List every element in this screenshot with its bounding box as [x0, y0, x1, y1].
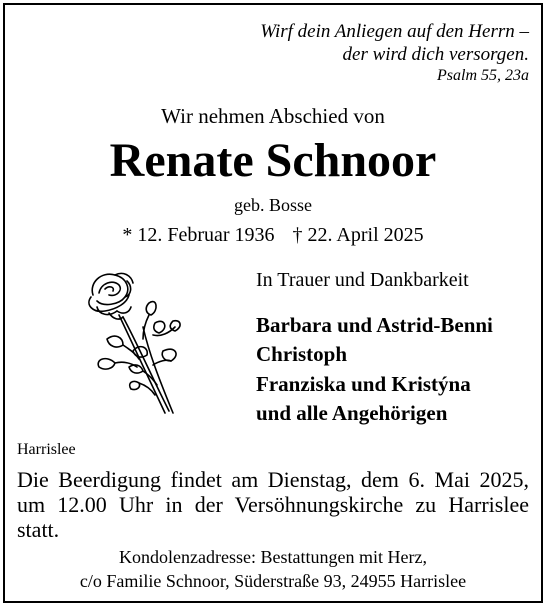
verse-line-2: der wird dich versorgen. [342, 44, 529, 65]
family-line-1: Barbara und Astrid-Benni [256, 313, 493, 337]
rose-icon [79, 267, 207, 419]
place-label: Harrislee [17, 441, 76, 458]
verse-reference: Psalm 55, 23a [437, 67, 529, 84]
deceased-name: Renate Schnoor [109, 134, 437, 187]
verse-line-1: Wirf dein Anliegen auf den Herrn – [260, 21, 529, 42]
intro-text: Wir nehmen Abschied von [161, 104, 385, 128]
funeral-notice: Die Beerdigung findet am Dienstag, dem 6. Mai 2025, um 12.00 Uhr in der Versöhnungskirche zu Harrislee [17, 467, 529, 517]
family-line-3: Franziska und Kristýna [256, 372, 471, 396]
funeral-notice-last-line: statt. [17, 517, 60, 542]
obituary-notice [3, 3, 543, 603]
family-line-2: Christoph [256, 342, 348, 366]
condolence-line-2: c/o Familie Schnoor, Süderstraße 93, 24955 Harrislee [79, 571, 467, 591]
maiden-name: geb. Bosse [234, 195, 312, 215]
mourning-phrase: In Trauer und Dankbarkeit [256, 269, 469, 291]
life-dates [5, 224, 541, 247]
birth-date: * 12. Februar 1936 [122, 224, 275, 246]
death-date: † 22. April 2025 [292, 224, 424, 246]
family-line-4: und alle Angehörigen [256, 401, 448, 425]
condolence-line-1: Kondolenzadresse: Bestattungen mit Herz, [119, 547, 427, 567]
